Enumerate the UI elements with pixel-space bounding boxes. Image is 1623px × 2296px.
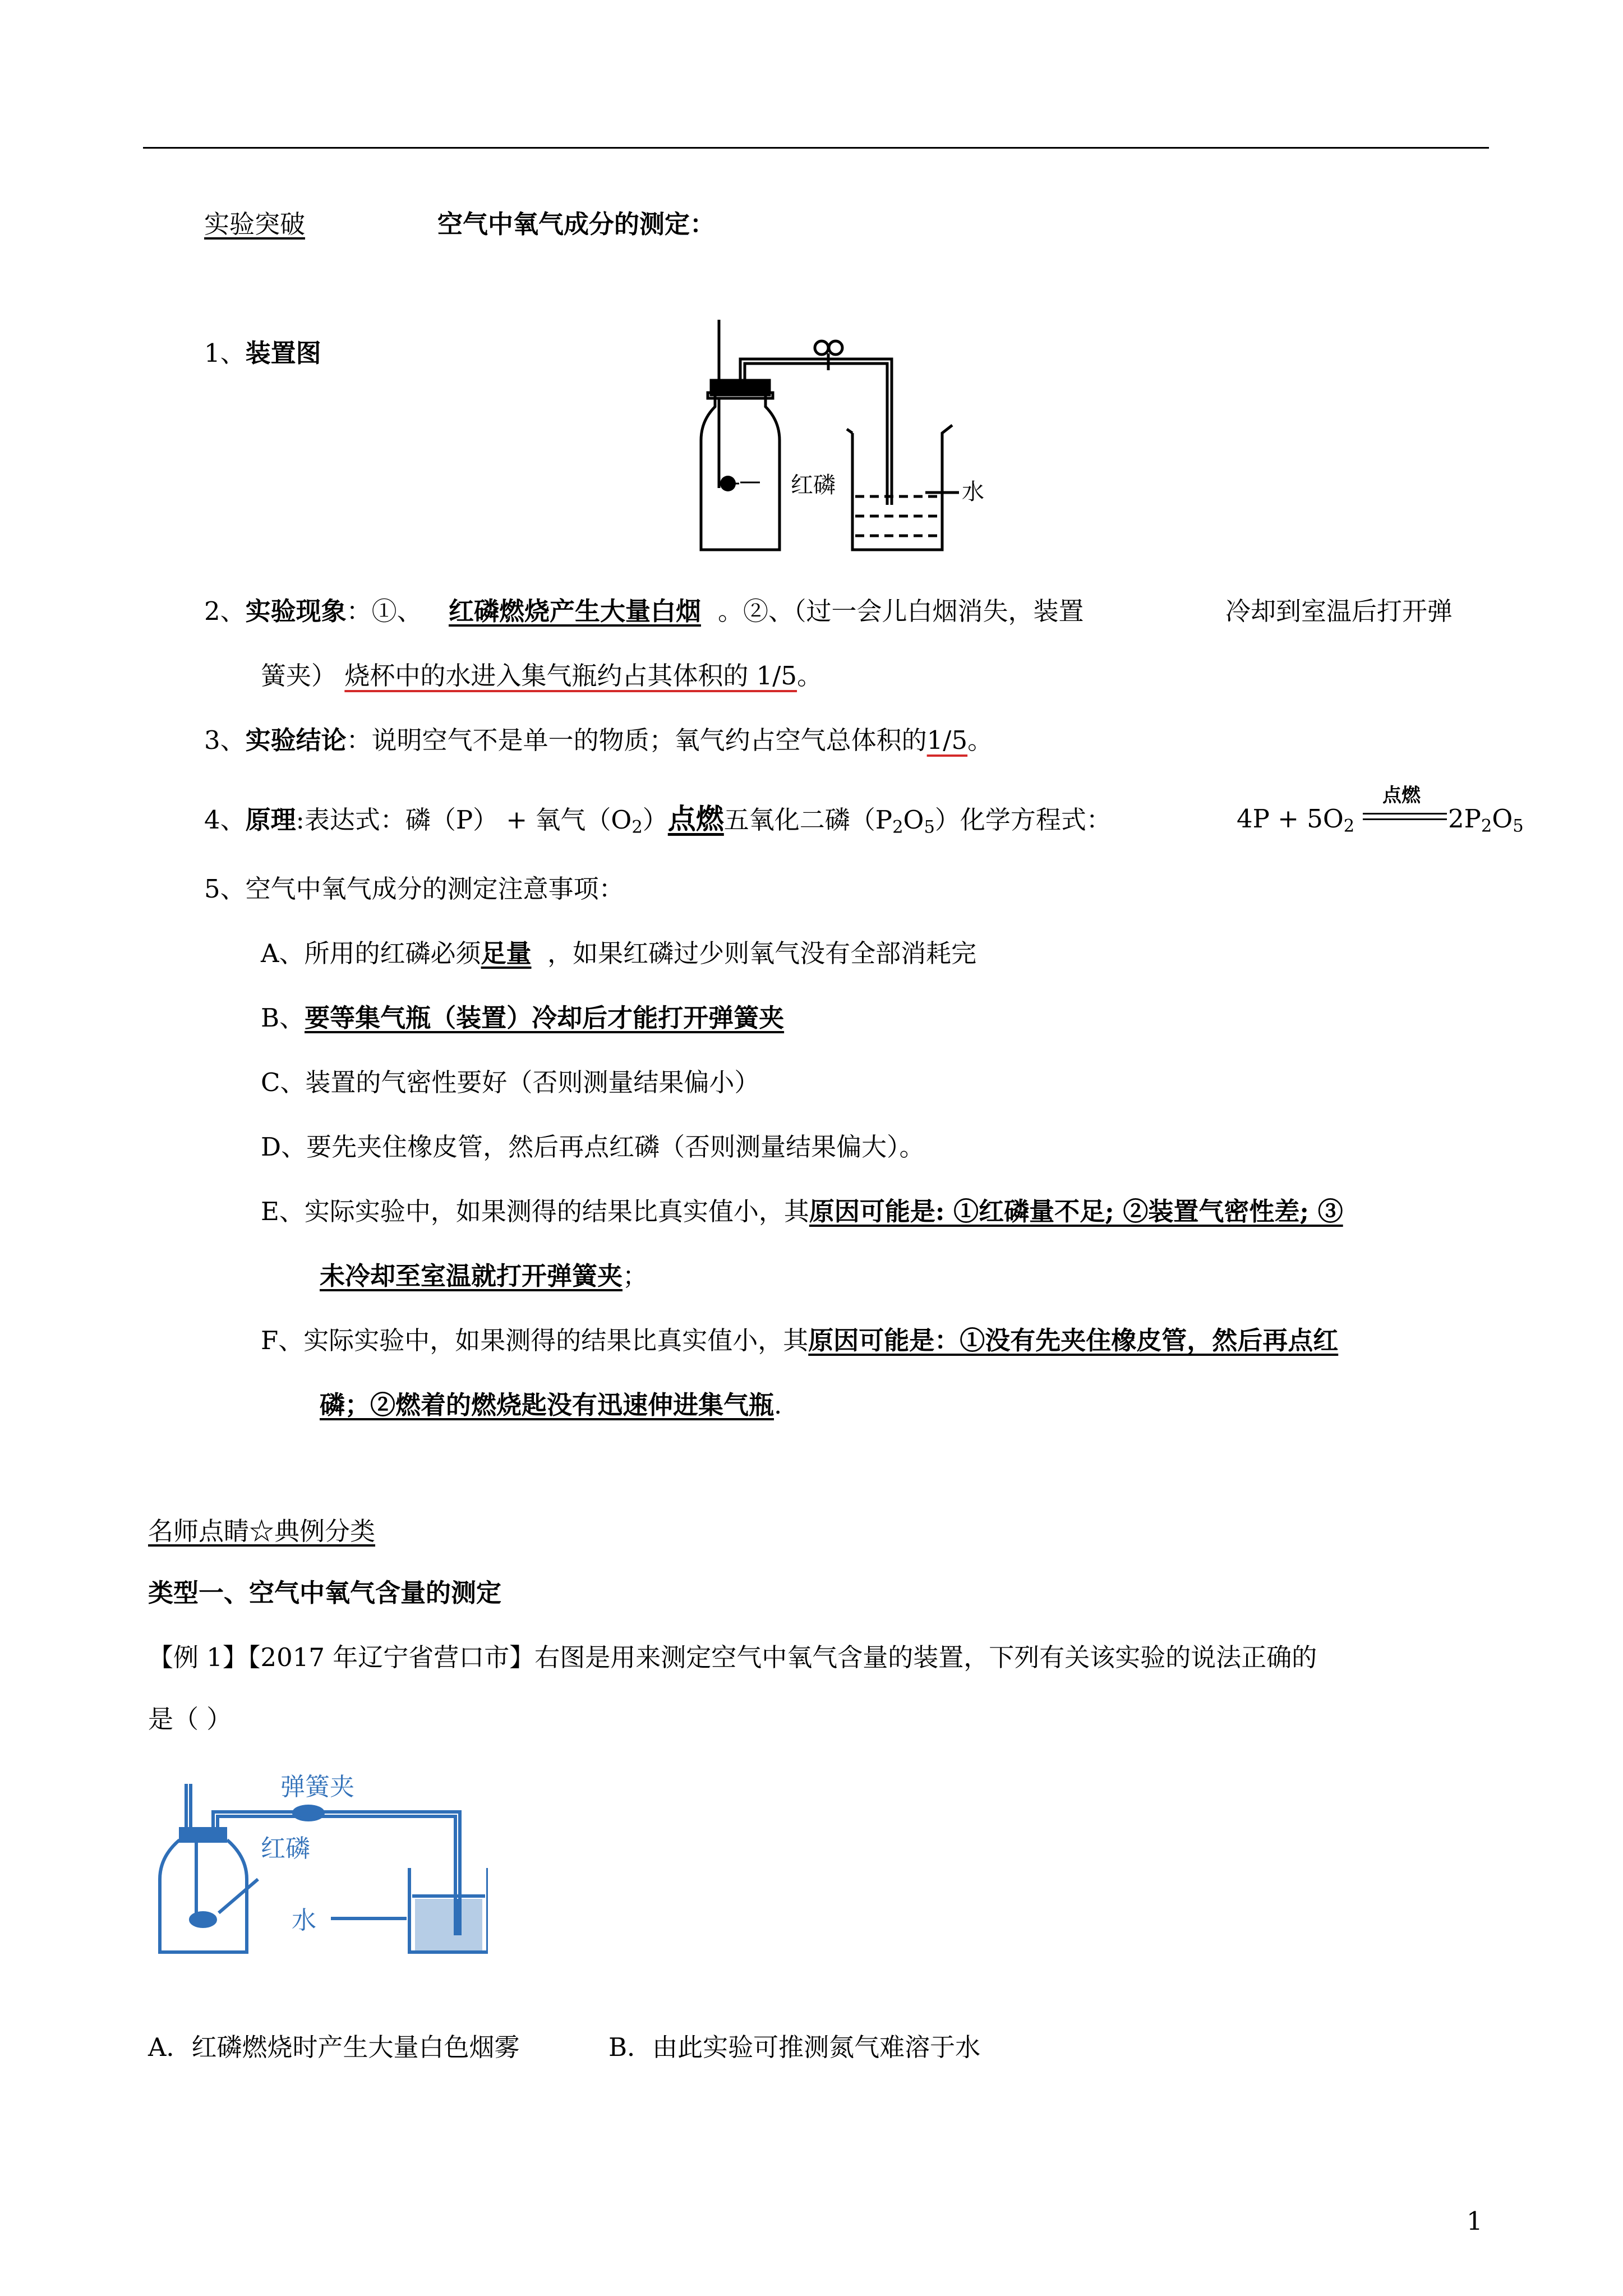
section-label bbox=[204, 208, 305, 241]
equation-condition: 点燃 bbox=[1382, 784, 1421, 807]
example1-line2: 是（ ） bbox=[148, 1704, 232, 1734]
item5-a-post: ，如果红磷过少则氧气没有全部消耗完 bbox=[547, 938, 977, 968]
item5-d: D、要先夹住橡皮管，然后再点红磷（否则测量结果偏大）。 bbox=[261, 1132, 925, 1162]
diagram-label-water: 水 bbox=[962, 479, 984, 505]
item4-text-c: 五氧化二磷（P bbox=[723, 805, 893, 835]
item4-condition: 点燃 bbox=[667, 802, 724, 835]
item4-o2-sub: 2 bbox=[631, 817, 643, 838]
equation-arrow-top bbox=[1363, 813, 1447, 815]
example1-line1: 【例 1】【2017 年辽宁省营口市】右图是用来测定空气中氧气含量的装置，下列有关该实验的说法正确的 bbox=[148, 1642, 1317, 1672]
option-a: A．红磷燃烧时产生大量白色烟雾 bbox=[148, 2032, 520, 2062]
item3-fraction: 1/5 bbox=[926, 725, 968, 755]
red-phosphorus-icon bbox=[718, 476, 760, 491]
item5-f-end: . bbox=[774, 1390, 782, 1420]
example-apparatus-diagram bbox=[151, 1773, 488, 1963]
item5-e-line1 bbox=[261, 1195, 1343, 1228]
section2-heading-text: 名师点睛☆典例分类 bbox=[148, 1516, 376, 1546]
item2-mid: 。②、（过一会儿白烟消失，装置 bbox=[718, 596, 1084, 626]
item5-f-key2: 磷；②燃着的燃烧匙没有迅速伸进集气瓶 bbox=[320, 1390, 774, 1420]
item4-p-sub: 2 bbox=[892, 817, 903, 838]
equation-arrow-bottom bbox=[1363, 818, 1447, 820]
item5-f-pre: F、实际实验中，如果测得的结果比真实值小，其 bbox=[261, 1326, 809, 1355]
item5-f-line1 bbox=[261, 1324, 1338, 1358]
item4-line bbox=[204, 802, 1112, 837]
item2-colon: ：①、 bbox=[346, 596, 422, 626]
item4-o-letter: O bbox=[903, 805, 924, 835]
item2-phenomenon1-text: 红磷燃烧产生大量白烟 bbox=[449, 596, 702, 626]
page-number: 1 bbox=[1467, 2206, 1483, 2236]
item5-a bbox=[261, 937, 976, 970]
item5-e-pre: E、实际实验中，如果测得的结果比真实值小，其 bbox=[261, 1197, 809, 1226]
item5-e-line2 bbox=[320, 1259, 648, 1293]
item4-label: 原理 bbox=[245, 805, 296, 835]
item5-number: 5、 bbox=[204, 874, 246, 904]
equation-left-sub: 2 bbox=[1343, 816, 1355, 836]
item5-e-key1: 原因可能是: ①红磷量不足; ②装置气密性差; ③ bbox=[809, 1197, 1343, 1226]
item5-title-line bbox=[204, 872, 624, 906]
item5-e-end: ； bbox=[623, 1261, 648, 1291]
equation-right-o-sub: 5 bbox=[1513, 816, 1524, 836]
option-b: B．由此实验可推测氮气难溶于水 bbox=[608, 2032, 981, 2062]
item3-line bbox=[204, 724, 993, 757]
item2-label: 实验现象 bbox=[245, 596, 347, 626]
item2-phenomenon2: 烧杯中的水进入集气瓶约占其体积的 1/5 bbox=[344, 661, 797, 691]
item4-number: 4、 bbox=[204, 805, 246, 835]
item4-text-b: ） bbox=[642, 805, 668, 835]
equation-right bbox=[1448, 802, 1524, 836]
diagram2-label-water: 水 bbox=[292, 1906, 316, 1935]
diagram2-label-phosphorus: 红磷 bbox=[261, 1834, 310, 1863]
item5-f-key1: 原因可能是：①没有先夹住橡皮管，然后再点红 bbox=[808, 1326, 1339, 1355]
item5-a-pre: A、所用的红磷必须 bbox=[261, 938, 481, 968]
equation-left-text: 4P + 5O bbox=[1237, 804, 1344, 834]
item3-end: 。 bbox=[967, 725, 993, 755]
equation-right-o: O bbox=[1492, 804, 1513, 834]
item5-a-key: 足量 bbox=[481, 938, 532, 968]
item2-line1 bbox=[204, 595, 422, 628]
item5-b-pre: B、 bbox=[261, 1003, 305, 1033]
item4-o-sub: 5 bbox=[924, 817, 935, 838]
type1-heading: 类型一、空气中氧气含量的测定 bbox=[148, 1578, 502, 1608]
section2-heading bbox=[148, 1515, 375, 1548]
apparatus-diagram bbox=[684, 314, 987, 561]
item5-b-key: 要等集气瓶（装置）冷却后才能打开弹簧夹 bbox=[305, 1003, 785, 1033]
item2-number: 2、 bbox=[204, 596, 246, 626]
diagram2-label-clamp: 弹簧夹 bbox=[280, 1773, 354, 1801]
item5-b bbox=[261, 1001, 784, 1035]
item4-text-a: :表达式：磷（P） + 氧气（O bbox=[296, 805, 632, 835]
equation-right-p: 2P bbox=[1448, 804, 1481, 834]
item1-line bbox=[204, 337, 321, 370]
section-title: 空气中氧气成分的测定： bbox=[437, 209, 716, 239]
item5-f-line2 bbox=[320, 1388, 782, 1422]
item5-c: C、装置的气密性要好（否则测量结果偏小） bbox=[261, 1068, 760, 1097]
item4-text-d: ）化学方程式： bbox=[934, 805, 1112, 835]
item2-line2 bbox=[261, 659, 822, 693]
item5-title: 空气中氧气成分的测定注意事项： bbox=[245, 874, 624, 904]
item3-text: ：说明空气不是单一的物质；氧气约占空气总体积的 bbox=[346, 725, 927, 755]
item2-tail: 冷却到室温后打开弹 bbox=[1225, 596, 1453, 626]
item2-line2-end: 。 bbox=[797, 661, 823, 691]
item5-e-key2: 未冷却至室温就打开弹簧夹 bbox=[320, 1261, 623, 1291]
item3-label: 实验结论 bbox=[245, 725, 347, 755]
item3-number: 3、 bbox=[204, 725, 246, 755]
item2-phenomenon1 bbox=[449, 595, 701, 628]
equation-left bbox=[1237, 802, 1354, 836]
header-rule bbox=[143, 147, 1489, 149]
item2-line2-start: 簧夹） bbox=[261, 661, 337, 691]
diagram-label-phosphorus: 红磷 bbox=[791, 472, 836, 498]
item1-label: 装置图 bbox=[245, 338, 321, 368]
equation-right-p-sub: 2 bbox=[1481, 816, 1492, 836]
section-label-text: 实验突破 bbox=[204, 209, 306, 239]
item1-number: 1、 bbox=[204, 338, 246, 368]
